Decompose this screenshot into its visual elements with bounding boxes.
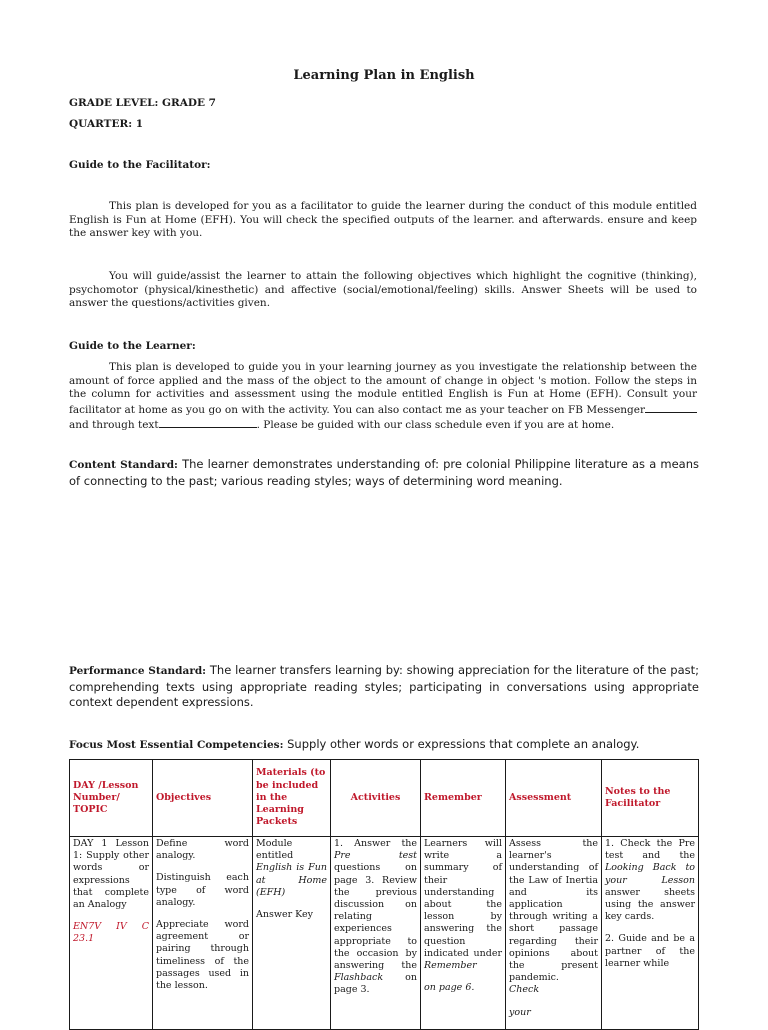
document-title: Learning Plan in English [293,68,475,83]
day-lesson-topic: DAY 1 Lesson 1: Supply other words or expressions that complete an Analogy [73,838,149,911]
table-row [70,837,699,1030]
objective-item: Appreciate word agreement or pairing through timeliness of the passages used in the lesson. [156,919,249,992]
content-standard-label: Content Standard: [69,459,178,471]
grade-level: GRADE LEVEL: GRADE 7 [69,97,216,109]
objective-item: Distinguish each type of word analogy. [156,872,249,908]
activities-text-2: questions on page 3. Review the previous discussion on relating experiences appropriate to the occasion by answering the [334,862,417,972]
text-blank [159,417,257,428]
header-day: DAY /Lesson Number/ TOPIC [70,760,153,837]
materials-answer-key: Answer Key [256,909,313,921]
activities-text: 1. Answer the [334,838,417,849]
facilitator-guide-paragraph-1: This plan is developed for you as a facilitator to guide the learner during the conduct of this module entitled English is Fun at Home (EFH). You will check the specified outputs of the learner. and afterwards. ensure and keep the answer key with you. [69,200,697,240]
materials-module: Module entitled [256,838,294,862]
header-assessment: Assessment [506,760,602,837]
remember-text: Learners will write a summary of their understanding about the lesson by answering the question indicated under [424,838,502,959]
cell-objectives [153,837,253,1030]
focus-competencies [69,737,699,754]
cell-notes [602,837,699,1030]
cell-remember [421,837,506,1030]
cell-day [70,837,153,1030]
header-objectives: Objectives [153,760,253,837]
assessment-text: Assess the learner's understanding of the Law of Inertia and its application through writing a short passage regarding their opinions about the present pandemic. [509,838,598,984]
notes-text-2: answer sheets using the answer key cards. [605,886,695,923]
performance-standard-label: Performance Standard: [69,665,207,677]
table-header-row [70,760,699,837]
assessment-check: Check [509,984,540,996]
cell-activities [331,837,421,1030]
content-standard [69,457,699,489]
header-notes: Notes to the Facilitator [602,760,699,837]
competencies-text: Supply other words or expressions that complete an analogy. [287,737,640,751]
learner-guide-heading: Guide to the Learner: [69,340,196,352]
cell-materials [253,837,331,1030]
notes-text: 1. Check the Pre test and the [605,838,695,862]
messenger-blank [645,402,697,413]
performance-standard-text: The learner transfers learning by: showing appreciation for the literature of the past; comprehending texts using appropriate reading styles; participating in conversations using appropriate context dependent expressions. [69,663,700,709]
cell-assessment [506,837,602,1030]
activities-pretest: Pre test [334,850,417,862]
activities-flashback: Flashback [334,972,384,984]
remember-page: on page 6. [424,982,475,994]
header-materials: Materials (to be included in the Learning Packets [253,760,331,837]
content-standard-text: The learner demonstrates understanding of: pre colonial Philippine literature as a means of connecting to the past; various reading styles; ways of determining word meaning. [69,457,700,488]
competency-code: EN7V IV C 23.1 [73,921,149,945]
performance-standard [69,663,699,711]
assessment-your: your [509,1006,531,1018]
learner-guide-paragraph: This plan is developed to guide you in your learning journey as you investigate the relationship between the amount of force applied and the mass of the object to the amount of change in object 's motion. Follow the steps in the column for activities and assessment using the module entitled English is Fun at Home (EFH). Consult your facilitator at home as you go on with the activity. You can also contact me as your teacher on FB Messengerand through text . Please be guided with our class schedule even if you are at home. [69,361,697,432]
competencies-label: Focus Most Essential Competencies: [69,739,284,751]
objective-item: Define word analogy. [156,838,249,862]
facilitator-guide-heading: Guide to the Facilitator: [69,159,211,171]
learning-plan-table [69,759,699,1030]
header-remember: Remember [421,760,506,837]
facilitator-guide-paragraph-2: You will guide/assist the learner to attain the following objectives which highlight the cognitive (thinking), psychomotor (physical/kinesthetic) and affective (social/emotional/feeling) skills. Answer Sheets will be used to answer the questions/activities given. [69,270,697,310]
notes-text-3: 2. Guide and be a partner of the learner while [605,933,695,969]
notes-looking-back: Looking Back to your Lesson [605,862,695,886]
remember-section: Remember [424,960,477,972]
header-activities: Activities [331,760,421,837]
materials-module-title: English is Fun at Home (EFH) [256,862,327,898]
activities-text-3: on page 3. [334,972,417,996]
quarter: QUARTER: 1 [69,118,144,130]
